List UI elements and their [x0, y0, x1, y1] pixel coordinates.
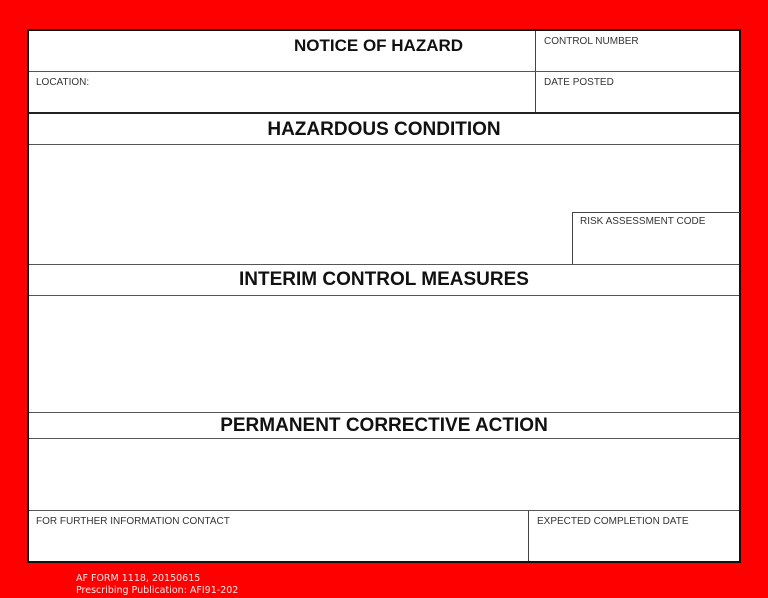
form-id: AF FORM 1118, 20150615: [76, 573, 201, 584]
control-number-field[interactable]: [536, 31, 739, 71]
date-posted-label: DATE POSTED: [544, 77, 614, 88]
prescribing-publication: Prescribing Publication: AFI91-202: [76, 585, 239, 596]
form-title: NOTICE OF HAZARD: [294, 36, 464, 55]
control-number-label: CONTROL NUMBER: [544, 36, 639, 47]
divider: [29, 112, 739, 114]
expected-completion-date-label: EXPECTED COMPLETION DATE: [537, 516, 689, 527]
interim-control-measures-heading: INTERIM CONTROL MEASURES: [239, 269, 529, 290]
further-info-contact-field[interactable]: [29, 511, 528, 561]
hazardous-condition-heading: HAZARDOUS CONDITION: [267, 119, 501, 140]
divider: [29, 412, 739, 413]
expected-completion-date-field[interactable]: [529, 511, 739, 561]
notice-of-hazard-form: [27, 29, 741, 563]
interim-control-measures-field[interactable]: [29, 296, 739, 412]
risk-assessment-code-label: RISK ASSESSMENT CODE: [580, 216, 706, 227]
location-field[interactable]: [29, 72, 535, 112]
permanent-corrective-action-field[interactable]: [29, 439, 739, 510]
date-posted-field[interactable]: [536, 72, 739, 112]
further-info-contact-label: FOR FURTHER INFORMATION CONTACT: [36, 516, 230, 527]
permanent-corrective-action-heading: PERMANENT CORRECTIVE ACTION: [220, 415, 548, 436]
form-footer: [76, 573, 238, 597]
risk-assessment-code-box[interactable]: [572, 212, 740, 265]
divider: [29, 264, 739, 265]
location-label: LOCATION:: [36, 77, 90, 88]
